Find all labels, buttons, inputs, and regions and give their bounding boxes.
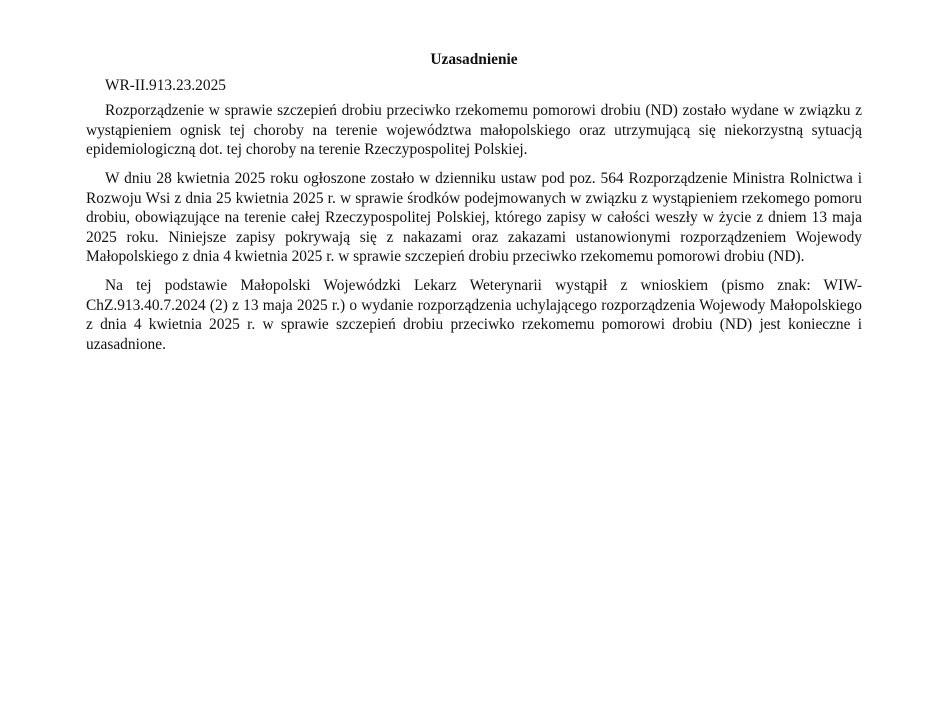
reference-number: WR-II.913.23.2025 bbox=[105, 76, 226, 94]
paragraph-3: Na tej podstawie Małopolski Wojewódzki Lekarz Weterynarii wystąpił z wnioskiem (pismo znak: WIW-ChZ.913.40.7.2024 (2) z 13 maja 2025 r.) o wydanie rozporządzenia uchylającego rozporządzenia Wojewody Małopolskiego z dnia 4 kwietnia 2025 r. w sprawie szczepień drobiu przeciwko rzekomemu pomorowi drobiu (ND) jest konieczne i uzasadnione. bbox=[86, 276, 862, 353]
paragraph-1: Rozporządzenie w sprawie szczepień drobiu przeciwko rzekomemu pomorowi drobiu (ND) zostało wydane w związku z wystąpieniem ognisk tej choroby na terenie województwa małopolskiego oraz utrzymującą się niekorzystną sytuacją epidemiologiczną dot. tej choroby na terenie Rzeczypospolitej Polskiej. bbox=[86, 102, 862, 159]
paragraph-2: W dniu 28 kwietnia 2025 roku ogłoszone zostało w dzienniku ustaw pod poz. 564 Rozporządzenie Ministra Rolnictwa i Rozwoju Wsi z dnia 25 kwietnia 2025 r. w sprawie środków podejmowanych w związku z wystąpieniem rzekomego pomoru drobiu, obowiązujące na terenie całej Rzeczypospolitej Polskiej, którego zapisy w całości weszły w życie z dniem 13 maja 2025 roku. Niniejsze zapisy pokrywają się z nakazami oraz zakazami ustanowionymi rozporządzeniem Wojewody Małopolskiego z dnia 4 kwietnia 2025 r. w sprawie szczepień drobiu przeciwko rzekomemu pomorowi drobiu (ND). bbox=[86, 169, 862, 266]
document-page bbox=[86, 48, 862, 363]
document-title: Uzasadnienie bbox=[430, 51, 518, 68]
